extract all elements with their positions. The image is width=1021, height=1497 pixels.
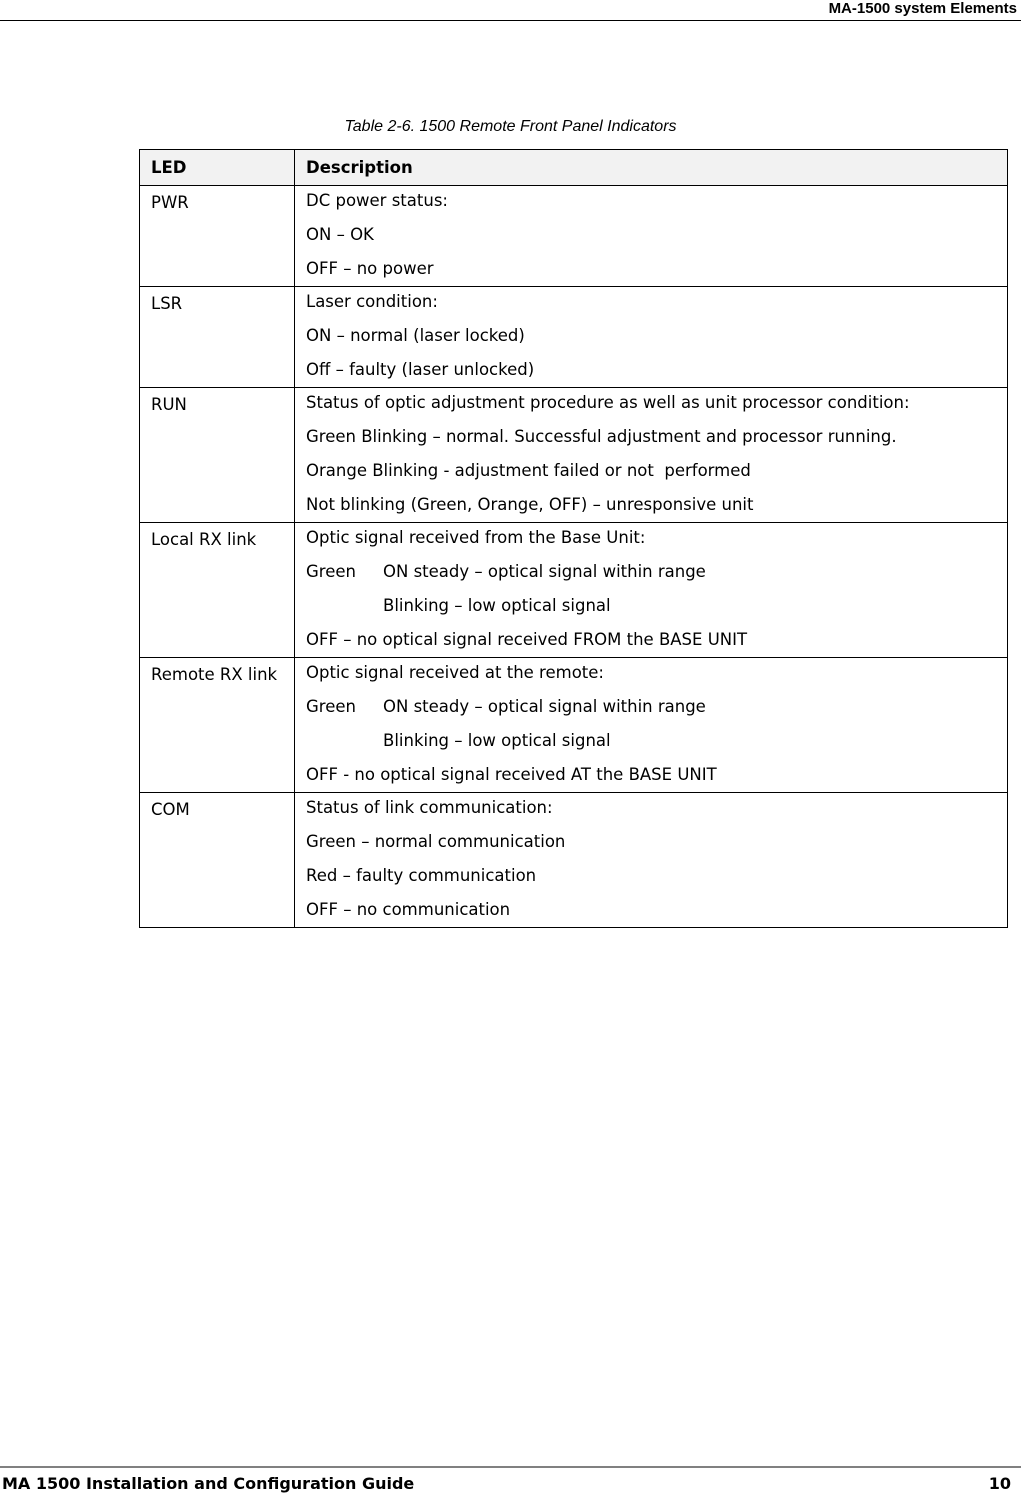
footer-rule [0, 1466, 1021, 1468]
description-line [306, 595, 1001, 629]
led-name-cell: Local RX link [140, 523, 295, 658]
led-name-cell: RUN [140, 388, 295, 523]
header-rule [0, 20, 1021, 21]
column-header-led: LED [140, 150, 295, 186]
led-name-cell: COM [140, 793, 295, 928]
description-line-text: ON steady – optical signal within range [383, 697, 706, 716]
led-name-cell: LSR [140, 287, 295, 388]
description-cell [295, 287, 1008, 388]
description-line: ON – normal (laser locked) [306, 326, 525, 345]
description-line: OFF – no optical signal received FROM the BASE UNIT [306, 630, 748, 649]
description-line-text: Blinking – low optical signal [383, 596, 611, 615]
green-label: Green [306, 562, 356, 581]
running-header-title: MA-1500 system Elements [828, 0, 1017, 17]
description-line-text: ON steady – optical signal within range [383, 562, 706, 581]
table-row [140, 186, 1008, 287]
table-row [140, 793, 1008, 928]
description-line: Green – normal communication [306, 832, 566, 851]
page-number: 10 [988, 1474, 1011, 1493]
led-indicator-table [139, 149, 1008, 928]
description-line: Laser condition: [306, 292, 438, 311]
description-line: Optic signal received at the remote: [306, 663, 604, 682]
description-line: DC power status: [306, 191, 448, 210]
description-line: OFF - no optical signal received AT the BASE UNIT [306, 765, 717, 784]
column-header-description: Description [295, 150, 1008, 186]
description-cell [295, 658, 1008, 793]
description-line: Optic signal received from the Base Unit: [306, 528, 646, 547]
table-row [140, 658, 1008, 793]
description-cell [295, 793, 1008, 928]
description-line [306, 730, 1001, 764]
table-row [140, 388, 1008, 523]
green-label: Green [306, 697, 356, 716]
led-name-cell: Remote RX link [140, 658, 295, 793]
table-caption: Table 2-6. 1500 Remote Front Panel Indicators [344, 118, 677, 135]
description-cell [295, 186, 1008, 287]
description-cell [295, 523, 1008, 658]
description-line: Not blinking (Green, Orange, OFF) – unresponsive unit [306, 495, 754, 514]
led-name-cell: PWR [140, 186, 295, 287]
description-line [306, 696, 1001, 730]
description-line: Off – faulty (laser unlocked) [306, 360, 535, 379]
description-line: Red – faulty communication [306, 866, 537, 885]
description-line: Status of optic adjustment procedure as well as unit processor condition: [306, 393, 910, 412]
description-line [306, 561, 1001, 595]
description-line-text: Blinking – low optical signal [383, 731, 611, 750]
description-line: Orange Blinking - adjustment failed or not performed [306, 461, 751, 480]
description-cell [295, 388, 1008, 523]
description-line: Status of link communication: [306, 798, 553, 817]
description-line: OFF – no power [306, 259, 434, 278]
table-header-row [140, 150, 1008, 186]
table-row [140, 287, 1008, 388]
description-line: OFF – no communication [306, 900, 511, 919]
description-line: ON – OK [306, 225, 374, 244]
footer-document-title: MA 1500 Installation and Configuration Guide [2, 1474, 415, 1493]
description-line: Green Blinking – normal. Successful adjustment and processor running. [306, 427, 897, 446]
table-row [140, 523, 1008, 658]
